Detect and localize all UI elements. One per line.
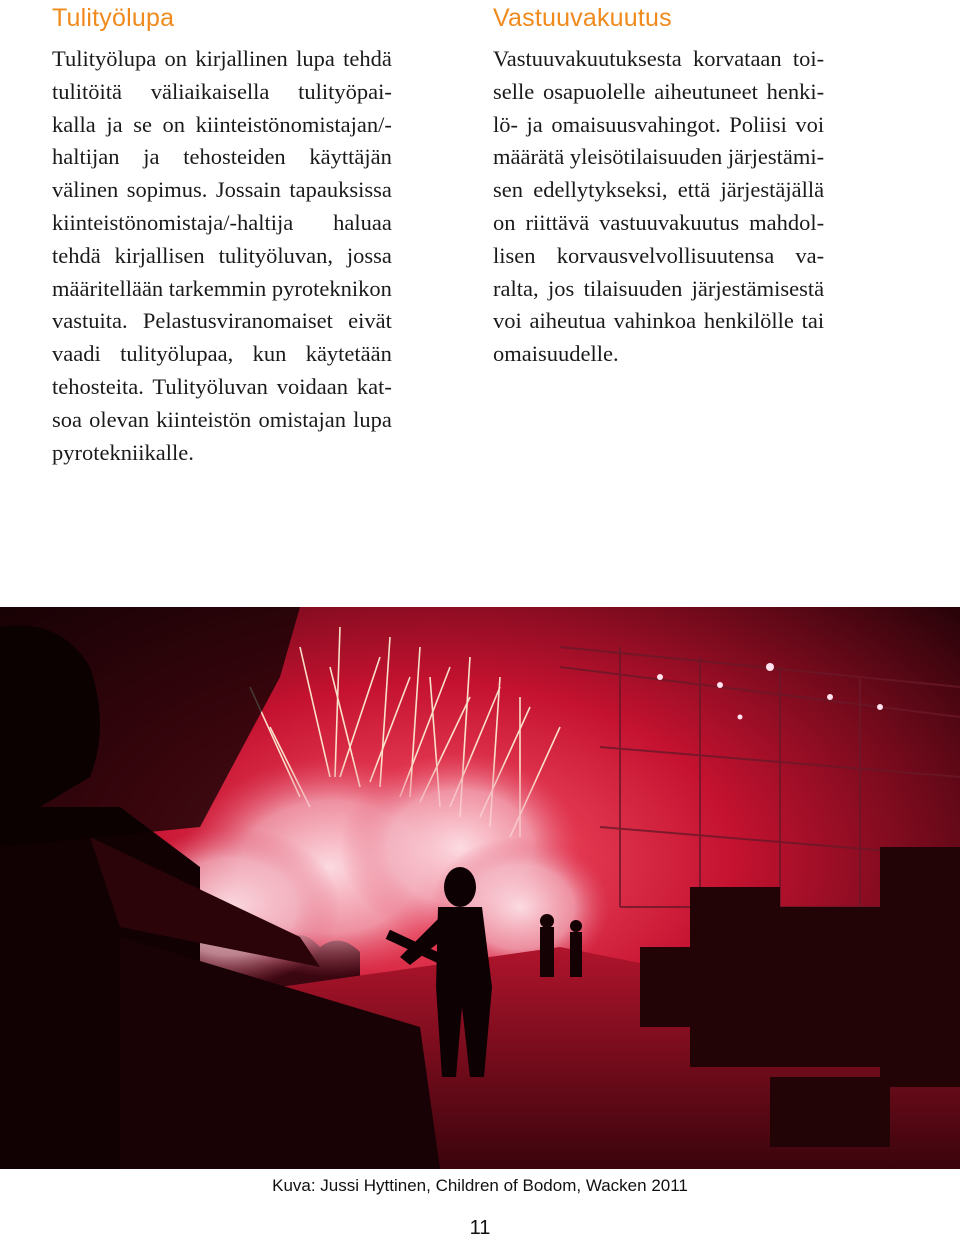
text-line: lisen korvausvelvollisuutensa va- xyxy=(493,242,825,268)
text-line: kiinteistönomistaja/-haltija haluaa xyxy=(52,209,392,235)
section-heading-tulityolupa: Tulityölupa xyxy=(52,4,175,32)
text-line: on riittävä vastuuvakuutus mahdol- xyxy=(493,209,825,235)
text-line: selle osapuolelle aiheutuneet henki- xyxy=(493,78,825,104)
text-line: kalla ja se on kiinteistönomistajan/- xyxy=(52,111,392,137)
text-line: soa olevan kiinteistön omistajan lupa xyxy=(52,406,392,432)
text-line: vaadi tulityölupaa, kun käytetään xyxy=(52,341,392,367)
paragraph-vastuuvakuutus xyxy=(493,43,824,371)
photo-caption: Kuva: Jussi Hyttinen, Children of Bodom, Wacken 2011 xyxy=(272,1176,688,1195)
page-number: 11 xyxy=(469,1217,491,1239)
text-line: tehosteita. Tulityöluvan voidaan kat- xyxy=(52,373,392,399)
text-line: tulitöitä väliaikaisella tulityöpai- xyxy=(52,78,392,104)
text-line: haltijan ja tehosteiden käyttäjän xyxy=(52,144,392,170)
text-line: määrätä yleisötilaisuuden järjestämi- xyxy=(493,144,825,170)
text-line: lö- ja omaisuusvahingot. Poliisi voi xyxy=(493,111,825,137)
text-line: Vastuuvakuutuksesta korvataan toi- xyxy=(493,46,825,71)
text-line: vastuita. Pelastusviranomaiset eivät xyxy=(52,308,392,334)
text-line: sen edellytykseksi, että järjestäjällä xyxy=(493,177,825,203)
text-line: Tulityölupa on kirjallinen lupa tehdä xyxy=(52,46,392,71)
text-line: välinen sopimus. Jossain tapauksissa xyxy=(52,177,392,203)
concert-photo xyxy=(0,607,960,1169)
text-line: tehdä kirjallisen tulityöluvan, jossa xyxy=(52,242,392,268)
section-heading-vastuuvakuutus: Vastuuvakuutus xyxy=(493,4,672,32)
concert-photo-illustration xyxy=(0,607,960,1169)
paragraph-tulityolupa xyxy=(52,43,392,469)
text-line: ralta, jos tilaisuuden järjestämisestä xyxy=(493,275,825,301)
text-line: pyrotekniikalle. xyxy=(52,439,194,465)
text-line: määritellään tarkemmin pyroteknikon xyxy=(52,275,392,301)
text-line: omaisuudelle. xyxy=(493,341,619,367)
text-line: voi aiheutua vahinkoa henkilölle tai xyxy=(493,308,825,334)
